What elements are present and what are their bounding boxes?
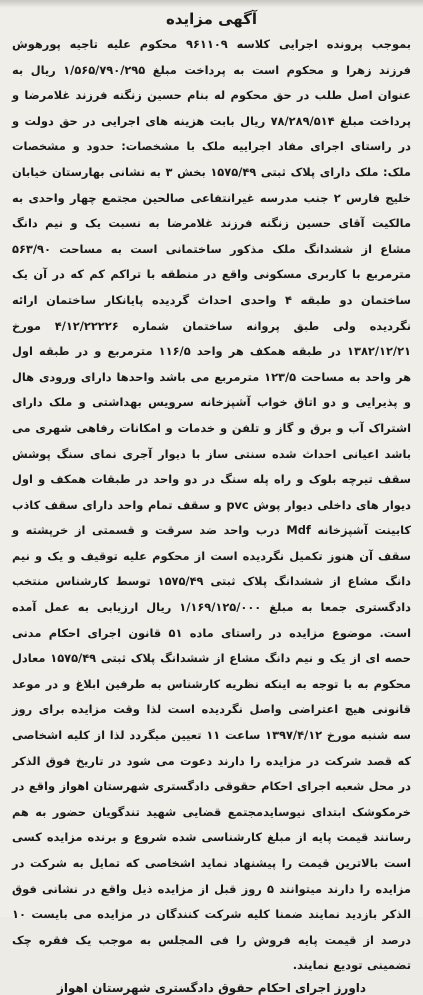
notice-title: آگهی مزایده xyxy=(165,10,258,28)
notice-signature: داورز اجرای احکام حقوق دادگستری شهرستان اهواز xyxy=(56,980,367,995)
notice-body: بموجب پرونده اجرایی کلاسه ۹۶۱۱۰۹ محکوم علیه تاجیه پورهوش فرزند زهرا و محکوم است به پرداخت مبلغ ۱/۵۶۵/۷۹۰/۲۹۵ ریال به عنوان اصل طلب در حق محکوم له بنام حسین زنگنه فرزند غلامرضا و پرداخت مبلغ ۷۸/۲۸۹/۵۱۴ ریال بابت هزینه های اجرایی در حق دولت و در راستای اجرای مفاد اجراییه ملک با مشخصات: حدود و مشخصات ملک: ملک دارای پلاک ثبتی ۱۵۷۵/۴۹ بخش ۳ به نشانی بهارستان خیابان خلیج فارس ۲ جنب مدرسه غیرانتفاعی صالحین مجتمع چهار واحدی به مالکیت آقای حسین زنگنه فرزند غلامرضا به نسبت یک و نیم دانگ مشاع از ششدانگ ملک مذکور ساختمانی است به مساحت ۵۶۳/۹۰ مترمربع با کاربری مسکونی واقع در منطقه با تراکم کم که در آن یک ساختمان دو طبقه ۴ واحدی احداث گردیده پایانکار ساختمان ارائه نگردیده ولی طبق پروانه ساختمان شماره ۴/۱۲/۲۲۲۲۶ مورخ ۱۳۸۲/۱۲/۲۱ در طبقه همکف هر واحد ۱۱۶/۵ مترمربع و در طبقه اول هر واحد به مساحت ۱۲۳/۵ مترمربع می باشد واحدها دارای ورودی هال و پذیرایی و دو اتاق خواب آشپزخانه سرویس بهداشتی و ملک دارای اشتراک آب و برق و گاز و تلفن و خدمات و امکانات رفاهی شهری می باشد اعیانی احداث شده سنتی ساز با دیوار آجری نمای سنگ پوشش سقف تیرچه بلوک و راه پله سنگ در دو واحد در طبقات همکف و اول دیوار های داخلی دیوار پوش pvc و سقف تمام واحد دارای سقف کاذب کابینت آشپزخانه Mdf درب واحد ضد سرقت و قسمتی از خرپشته و سقف آن هنوز تکمیل نگردیده است از محکوم علیه توقیف و یک و نیم دانگ مشاع از ششدانگ پلاک ثبتی ۱۵۷۵/۴۹ توسط کارشناس منتخب دادگستری جمعا به مبلغ ۱/۱۶۹/۱۲۵/۰۰۰ ریال ارزیابی به عمل آمده است. موضوع مزایده در راستای ماده ۵۱ قانون اجرای احکام مدنی حصه ای از یک و نیم دانگ مشاع از ششدانگ پلاک ثبتی ۱۵۷۵/۴۹ معادل محکوم به با توجه به اینکه نظریه کارشناس به طرفین ابلاغ و در موعد قانونی هیچ اعتراضی واصل نگردیده است لذا وقت مزایده برای روز سه شنبه مورخ ۱۳۹۷/۴/۱۲ ساعت ۱۱ تعیین میگردد لذا از کلیه اشخاصی که قصد شرکت در مزایده را دارند دعوت می شود در تاریخ فوق الذکر در محل شعبه اجرای احکام حقوقی دادگستری شهرستان اهواز واقع در خرمکوشک ابتدای نیوسایدمجتمع قضایی شهید تندگویان حضور به هم رسانند قیمت پایه از مبلغ کارشناسی شده شروع و برنده مزایده کسی است بالاترین قیمت را پیشنهاد نماید اشخاصی که تمایل به شرکت در مزایده را دارند میتوانند ۵ روز قبل از مزایده ذیل واقع در نشانی فوق الذکر بازدید نمایند ضمنا کلیه شرکت کنندگان در مزایده می بایست ۱۰ درصد از قیمت پایه فروش را فی المجلس به موجب یک فقره چک تضمینی تودیع نمایند. xyxy=(12,37,412,973)
top-edge-strip xyxy=(0,0,423,8)
